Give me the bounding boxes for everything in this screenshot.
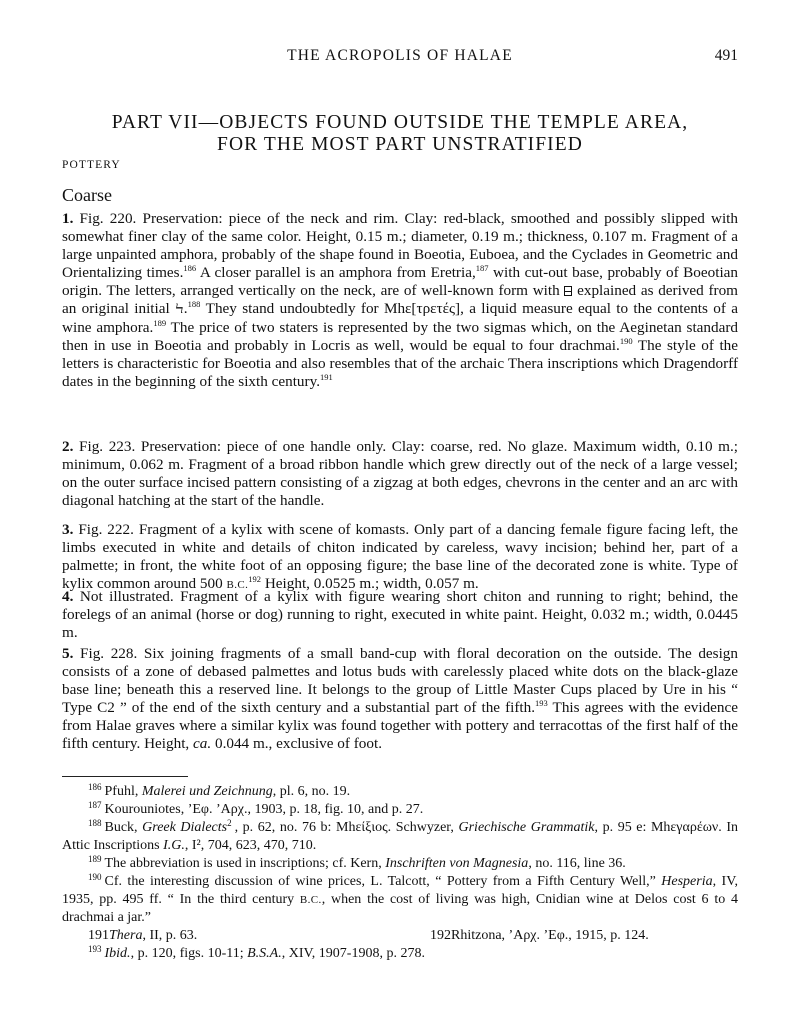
part-title-line-2: FOR THE MOST PART UNSTRATIFIED: [217, 134, 583, 155]
entry-number: 1.: [62, 210, 74, 227]
footnote-ref: 191: [320, 371, 333, 382]
footnote-ref: 187: [475, 263, 489, 274]
footnote-ref: 193: [535, 698, 548, 709]
footnote-188: $^{188}$ Buck, Greek Dialects$^2$ , p. 62, no. 76 b: Μhείξιος. Schwyzer, Griechische Grammatik, p. 95 e: Μhεγαρέων. In Attic Inscriptions I.G., I², 704, 623, 470, 710.: [62, 818, 738, 853]
footnote-ref: 188: [187, 299, 201, 310]
catalogue-entry-4: 4. Not illustrated. Fragment of a kylix with figure wearing short chiton and running to right; behind, the forelegs of an animal (horse or dog) running to right, executed in white paint. Height, 0.032 m.; width, 0.0445 m.: [62, 588, 738, 642]
footnote-193: $^{193}$ Ibid., p. 120, figs. 10-11; B.S.A., XIV, 1907-1908, p. 278.: [88, 944, 425, 961]
footnote-ref: 189: [153, 317, 167, 328]
page-number: 491: [714, 47, 738, 64]
footnote-191: 191Thera, II, p. 63.: [88, 928, 198, 943]
entry-number: 3.: [62, 521, 74, 538]
footnote-row-191-192: [62, 927, 738, 945]
footnote-190: $^{190}$ Cf. the interesting discussion of wine prices, L. Talcott, “ Pottery from a Fifth Century Well,” Hesperia, IV, 1935, pp. 495 ff. “ In the third century B.C., when the cost of living was high, Cnidian wine at Delos cost 6 to 4 drachmai a jar.”: [62, 872, 738, 925]
entry-number: 4.: [62, 588, 74, 605]
entry-number: 2.: [62, 438, 74, 455]
footnote-189: $^{189}$ The abbreviation is used in inscriptions; cf. Kern, Inschriften von Magnesia, no. 116, line 36.: [88, 854, 626, 871]
entry-number: 5.: [62, 645, 74, 662]
footnote-ref: 190: [619, 335, 633, 346]
footnote-divider: [62, 776, 188, 777]
subsection-heading: Coarse: [62, 185, 112, 205]
part-title: [62, 112, 738, 156]
footnote-192: 192Rhitzona, ’Αρχ. ’Εφ., 1915, p. 124.: [430, 928, 649, 943]
footnotes: [62, 783, 738, 963]
catalogue-entry-2: 2. Fig. 223. Preservation: piece of one handle only. Clay: coarse, red. No glaze. Maximum width, 0.10 m.; minimum, 0.062 m. Fragment of a broad ribbon handle which grew directly out of the neck of a large vessel; on the outer surface incised pattern consisting of a zigzag at both edges, chevrons in the center and an arc with diagonal hatching at the start of the handle.: [62, 438, 738, 510]
catalogue-entry-5: 5. Fig. 228. Six joining fragments of a small band-cup with floral decoration on the outside. The design consists of a zone of debased palmettes and lotus buds with carelessly placed white dots on the black-glaze base line; beneath this a reserved line. It belongs to the group of Little Master Cups placed by Ure in his “ Type C2 ” of the end of the sixth century and a substantial part of the fifth.$^{193}$ This agrees with the evidence from Halae graves where a similar kylix was found together with pottery and terracottas of the first half of the fifth century. Height, ca. 0.044 m., exclusive of foot.: [62, 645, 739, 753]
footnote-187: $^{187}$ Kourouniotes, ’Εφ. ’Αρχ., 1903, p. 18, fig. 10, and p. 27.: [88, 800, 424, 817]
part-title-line-1: PART VII—OBJECTS FOUND OUTSIDE THE TEMPLE AREA,: [111, 112, 689, 133]
running-header: [62, 47, 738, 69]
running-title: THE ACROPOLIS OF HALAE: [287, 47, 513, 64]
catalogue-entry-1: 1. Fig. 220. Preservation: piece of the neck and rim. Clay: red-black, smoothed and possibly slipped with somewhat finer clay of the same color. Height, 0.15 m.; diameter, 0.19 m.; thickness, 0.107 m. Fragment of a large unpainted amphora, probably of the shape found in Boeotia, Euboea, and the Cyclades in Geometric and Orientalizing times.$^{186}$ A closer parallel is an amphora from Eretria,$^{187}$ with cut-out base, probably of Boeotian origin. The letters, arranged vertically on the neck, are of well-known form with explained as derived from an original initial Ϟ.$^{188}$ They stand undoubtedly for Mhε[τρετές], a liquid measure equal to the contents of a wine amphora.$^{189}$ The price of two staters is represented by the two sigmas which, on the Aeginetan standard then in use in Boeotia and probably in Locris as well, would be equal to four drachmai.$^{190}$ The style of the letters is characteristic for Boeotia and also resembles that of the archaic Thera inscriptions which Dragendorff dates in the beginning of the sixth century.$^{191}$: [62, 210, 739, 390]
archaic-letter-glyph: Ϟ: [175, 300, 184, 318]
section-heading: POTTERY: [62, 159, 121, 171]
footnote-ref: 186: [183, 263, 197, 274]
heta-letter-glyph: [564, 286, 572, 296]
footnote-ref: 192: [248, 574, 262, 585]
catalogue-entry-3: 3. Fig. 222. Fragment of a kylix with scene of komasts. Only part of a dancing female figure facing left, the limbs executed in white and details of chiton indicated by careless, wavy incision; behind her, part of a palmette; in front, the white foot of an opposing figure; the base line of the decorated zone is white. Type of kylix common around 500 B.C.$^{192}$ Height, 0.0525 m.; width, 0.057 m.: [62, 521, 738, 593]
footnote-186: $^{186}$ Pfuhl, Malerei und Zeichnung, pl. 6, no. 19.: [88, 782, 351, 799]
greek-inscription: Mhε[τρετές]: [383, 300, 461, 318]
